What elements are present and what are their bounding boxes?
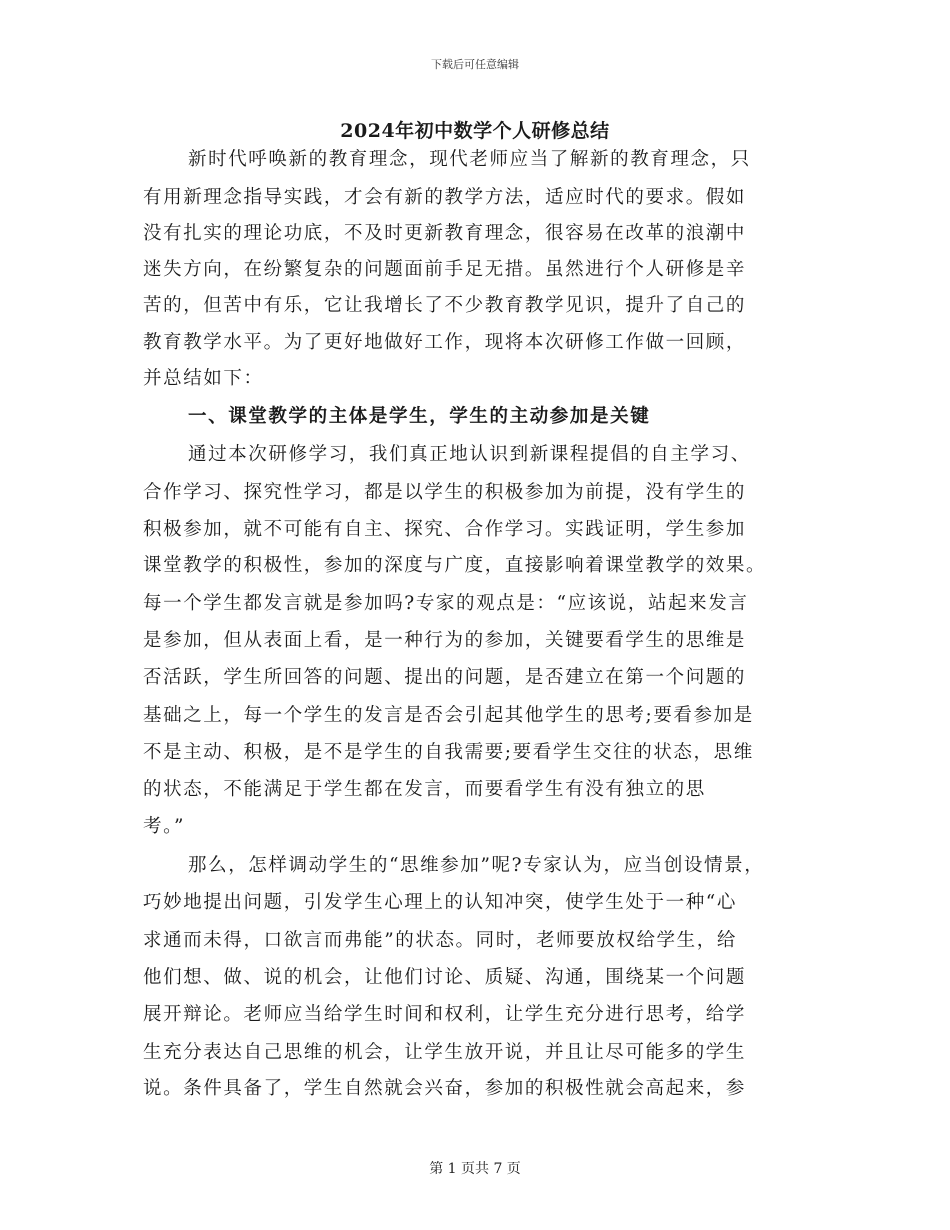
paragraph-line: 否活跃，学生所回答的问题、提出的问题，是否建立在第一个问题的 bbox=[143, 667, 747, 688]
paragraph-line: 合作学习、探究性学习，都是以学生的积极参加为前提，没有学生的 bbox=[143, 482, 747, 503]
paragraph-line: 生充分表达自己思维的机会，让学生放开说，并且让尽可能多的学生 bbox=[143, 1042, 747, 1063]
paragraph-line: 基础之上，每一个学生的发言是否会引起其他学生的思考;要看参加是 bbox=[143, 705, 754, 726]
paragraph-line: 巧妙地提出问题，引发学生心理上的认知冲突，使学生处于一种“心 bbox=[143, 892, 737, 913]
paragraph-line: 有用新理念指导实践，才会有新的教学方法，适应时代的要求。假如 bbox=[143, 187, 747, 208]
paragraph-line: 不是主动、积极，是不是学生的自我需要;要看学生交往的状态，思维 bbox=[143, 742, 754, 763]
paragraph-line: 考。” bbox=[143, 816, 186, 837]
paragraph-line: 新时代呼唤新的教育理念，现代老师应当了解新的教育理念，只 bbox=[188, 149, 751, 170]
paragraph-line: 他们想、做、说的机会，让他们讨论、质疑、沟通，围绕某一个问题 bbox=[143, 967, 747, 988]
paragraph-line: 那么，怎样调动学生的“思维参加”呢?专家认为，应当创设情景， bbox=[188, 855, 765, 876]
paragraph-line: 苦的，但苦中有乐，它让我增长了不少教育教学见识，提升了自己的 bbox=[143, 295, 747, 316]
paragraph-line: 并总结如下： bbox=[143, 368, 264, 389]
page-header-note: 下载后可任意编辑 bbox=[431, 58, 519, 71]
paragraph-line: 说。条件具备了，学生自然就会兴奋，参加的积极性就会高起来，参 bbox=[143, 1078, 747, 1099]
paragraph-line: 通过本次研修学习，我们真正地认识到新课程提倡的自主学习、 bbox=[188, 444, 751, 465]
paragraph-line: 没有扎实的理论功底，不及时更新教育理念，很容易在改革的浪潮中 bbox=[143, 223, 747, 244]
paragraph-line: 教育教学水平。为了更好地做好工作，现将本次研修工作做一回顾， bbox=[143, 332, 747, 353]
document-title: 2024年初中数学个人研修总结 bbox=[340, 120, 610, 142]
paragraph-line: 迷失方向，在纷繁复杂的问题面前手足无措。虽然进行个人研修是辛 bbox=[143, 259, 747, 280]
paragraph-line: 是参加，但从表面上看，是一种行为的参加，关键要看学生的思维是 bbox=[143, 630, 747, 651]
paragraph-line: 展开辩论。老师应当给学生时间和权利，让学生充分进行思考，给学 bbox=[143, 1004, 747, 1025]
paragraph-line: 的状态，不能满足于学生都在发言，而要看学生有没有独立的思 bbox=[143, 779, 706, 800]
paragraph-line: 课堂教学的积极性，参加的深度与广度，直接影响着课堂教学的效果。 bbox=[143, 555, 767, 576]
section-heading: 一、课堂教学的主体是学生，学生的主动参加是关键 bbox=[188, 406, 651, 427]
paragraph-line: 积极参加，就不可能有自主、探究、合作学习。实践证明，学生参加 bbox=[143, 519, 747, 540]
paragraph-line: 每一个学生都发言就是参加吗?专家的观点是：“应该说，站起来发言 bbox=[143, 593, 749, 614]
page-number: 第 1 页共 7 页 bbox=[429, 1161, 521, 1177]
paragraph-line: 求通而未得，口欲言而弗能”的状态。同时，老师要放权给学生，给 bbox=[143, 930, 737, 951]
